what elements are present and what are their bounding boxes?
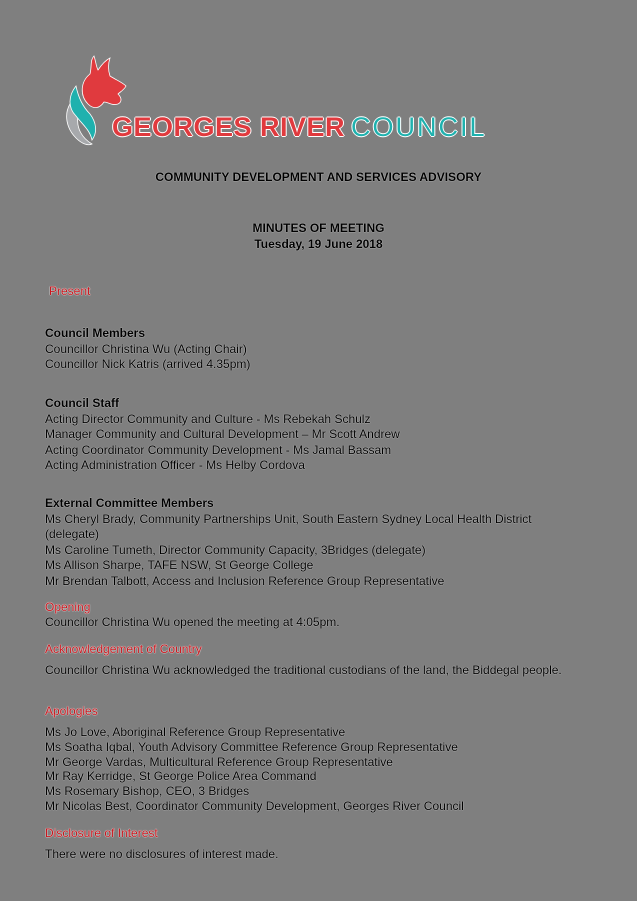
list-item: Ms Soatha Iqbal, Youth Advisory Committee Reference Group Representative bbox=[45, 739, 458, 754]
apologies-section bbox=[45, 725, 464, 814]
apologies-heading: Apologies bbox=[45, 704, 98, 718]
list-item: Ms Cheryl Brady, Community Partnerships Unit, South Eastern Sydney Local Health District bbox=[45, 511, 532, 526]
list-item: Mr Nicolas Best, Coordinator Community Development, Georges River Council bbox=[45, 798, 464, 813]
list-item: Mr Brendan Talbott, Access and Inclusion Reference Group Representative bbox=[45, 573, 445, 588]
list-item: (delegate) bbox=[45, 527, 100, 541]
opening-text: Councillor Christina Wu opened the meeting at 4:05pm. bbox=[45, 615, 340, 629]
opening-heading: Opening bbox=[45, 600, 91, 614]
meeting-date: Tuesday, 19 June 2018 bbox=[254, 237, 383, 251]
list-item: Ms Jo Love, Aboriginal Reference Group Representative bbox=[45, 725, 346, 739]
external-members-section bbox=[45, 496, 532, 589]
wordmark-georges-river: GEORGES RIVER bbox=[112, 112, 346, 142]
council-staff-title: Council Staff bbox=[45, 396, 119, 410]
list-item: Mr Ray Kerridge, St George Police Area Command bbox=[45, 769, 317, 784]
list-item: Ms Allison Sharpe, TAFE NSW, St George College bbox=[45, 558, 314, 572]
council-members-title: Council Members bbox=[45, 326, 146, 340]
list-item: Councillor Christina Wu (Acting Chair) bbox=[45, 341, 247, 356]
list-item: Councillor Nick Katris (arrived 4.35pm) bbox=[45, 357, 251, 371]
list-item: Mr George Vardas, Multicultural Reference Group Representative bbox=[45, 754, 393, 769]
list-item: Acting Director Community and Culture - Ms Rebekah Schulz bbox=[45, 411, 371, 426]
acknowledgement-text: Councillor Christina Wu acknowledged the traditional custodians of the land, the Biddegal people. bbox=[45, 663, 562, 677]
council-logo bbox=[62, 52, 522, 148]
disclosure-text: There were no disclosures of interest made. bbox=[45, 847, 279, 861]
council-wordmark bbox=[112, 112, 487, 142]
minutes-title: MINUTES OF MEETING bbox=[252, 221, 385, 235]
disclosure-heading: Disclosure of Interest bbox=[45, 826, 158, 840]
list-item: Manager Community and Cultural Development – Mr Scott Andrew bbox=[45, 427, 400, 441]
external-members-title: External Committee Members bbox=[45, 496, 214, 510]
council-members-section bbox=[45, 326, 250, 373]
committee-title: COMMUNITY DEVELOPMENT AND SERVICES ADVISORY bbox=[155, 170, 482, 184]
wordmark-council: COUNCIL bbox=[351, 112, 487, 142]
acknowledgement-heading: Acknowledgement of Country bbox=[45, 642, 202, 656]
list-item: Acting Coordinator Community Development - Ms Jamal Bassam bbox=[45, 442, 392, 457]
list-item: Ms Caroline Tumeth, Director Community Capacity, 3Bridges (delegate) bbox=[45, 542, 426, 557]
list-item: Ms Rosemary Bishop, CEO, 3 Bridges bbox=[45, 784, 250, 799]
list-item: Acting Administration Officer - Ms Helby Cordova bbox=[45, 458, 305, 472]
present-heading: Present bbox=[49, 284, 91, 298]
council-staff-section bbox=[45, 396, 400, 474]
